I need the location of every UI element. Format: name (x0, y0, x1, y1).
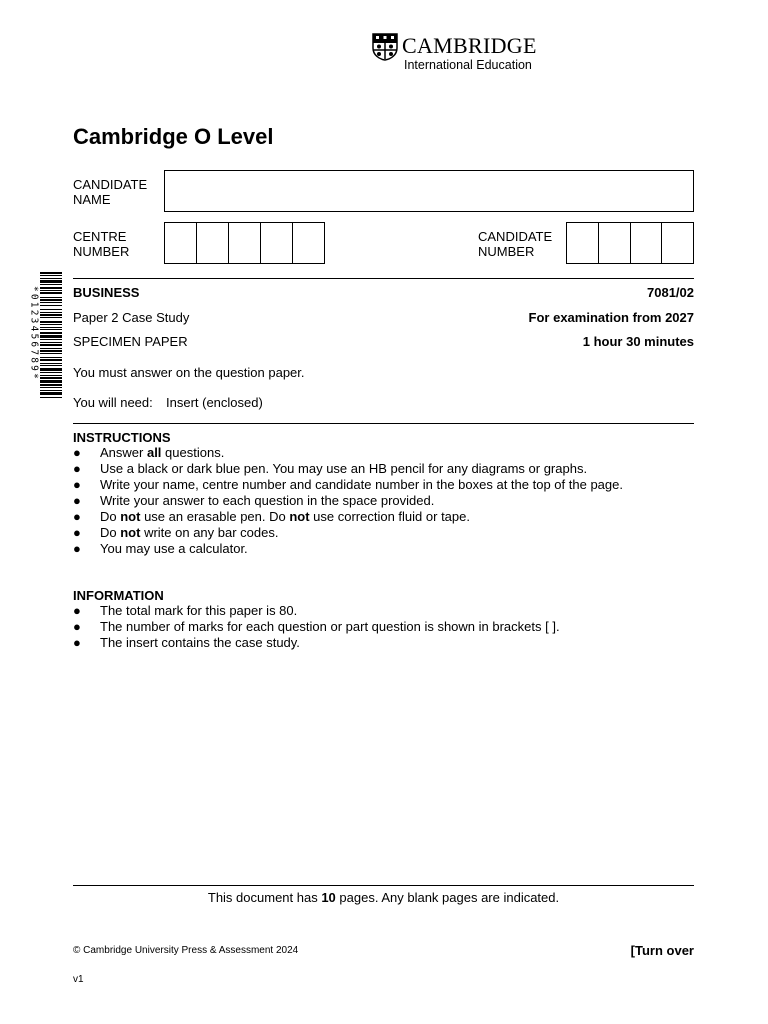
list-item: ● Write your answer to each question in the space provided. (73, 493, 435, 508)
paper-code: 7081/02 (647, 285, 694, 300)
you-will-need-value: Insert (enclosed) (166, 395, 263, 410)
version-label: v1 (73, 974, 84, 985)
you-will-need-label: You will need: (73, 395, 153, 410)
information-list (73, 603, 703, 651)
divider-middle (73, 423, 694, 424)
information-heading: INFORMATION (73, 588, 164, 603)
centre-number-label: CENTRE NUMBER (73, 229, 130, 259)
centre-number-field[interactable] (164, 222, 325, 264)
answer-note: You must answer on the question paper. (73, 365, 305, 380)
paper-type: SPECIMEN PAPER (73, 334, 188, 349)
cambridge-crest-icon (372, 33, 398, 61)
candidate-name-label: CANDIDATE NAME (73, 177, 148, 207)
instructions-list (73, 445, 703, 557)
exam-from: For examination from 2027 (528, 310, 694, 325)
list-item: ● The insert contains the case study. (73, 635, 300, 650)
instructions-heading: INSTRUCTIONS (73, 430, 171, 445)
centre-number-cell[interactable] (165, 223, 197, 263)
barcode (26, 272, 62, 398)
list-item: ● Write your name, centre number and candidate number in the boxes at the top of the page. (73, 477, 623, 492)
logo-name: CAMBRIDGE (402, 33, 537, 58)
list-item: ● Answer all questions. (73, 445, 225, 460)
page-title: Cambridge O Level (73, 124, 274, 149)
paper-name: Paper 2 Case Study (73, 310, 190, 325)
list-item: ● You may use a calculator. (73, 541, 248, 556)
divider-bottom (73, 885, 694, 886)
list-item: ● Use a black or dark blue pen. You may use an HB pencil for any diagrams or graphs. (73, 461, 588, 476)
barcode-text: *0123456789* (28, 285, 40, 382)
subject-name: BUSINESS (73, 285, 140, 300)
turn-over: [Turn over (630, 943, 694, 958)
list-item: ● The number of marks for each question or part question is shown in brackets [ ]. (73, 619, 560, 634)
candidate-number-cell[interactable] (567, 223, 599, 263)
centre-number-cell[interactable] (261, 223, 293, 263)
candidate-number-cell[interactable] (599, 223, 631, 263)
candidate-number-field[interactable] (566, 222, 694, 264)
candidate-number-cell[interactable] (631, 223, 663, 263)
list-item: ● Do not use an erasable pen. Do not use correction fluid or tape. (73, 509, 470, 524)
page-count-note: This document has 10 pages. Any blank pages are indicated. (207, 890, 560, 905)
list-item: ● The total mark for this paper is 80. (73, 603, 298, 618)
list-item: ● Do not write on any bar codes. (73, 525, 279, 540)
copyright: © Cambridge University Press & Assessment 2024 (73, 945, 299, 956)
divider-top (73, 278, 694, 279)
candidate-name-field[interactable] (164, 170, 694, 212)
cambridge-logo (372, 33, 547, 73)
candidate-number-cell[interactable] (662, 223, 693, 263)
centre-number-cell[interactable] (293, 223, 324, 263)
centre-number-cell[interactable] (229, 223, 261, 263)
logo-subtitle: International Education (404, 58, 532, 72)
paper-duration: 1 hour 30 minutes (582, 334, 694, 349)
candidate-number-label: CANDIDATE NUMBER (478, 229, 553, 259)
centre-number-cell[interactable] (197, 223, 229, 263)
